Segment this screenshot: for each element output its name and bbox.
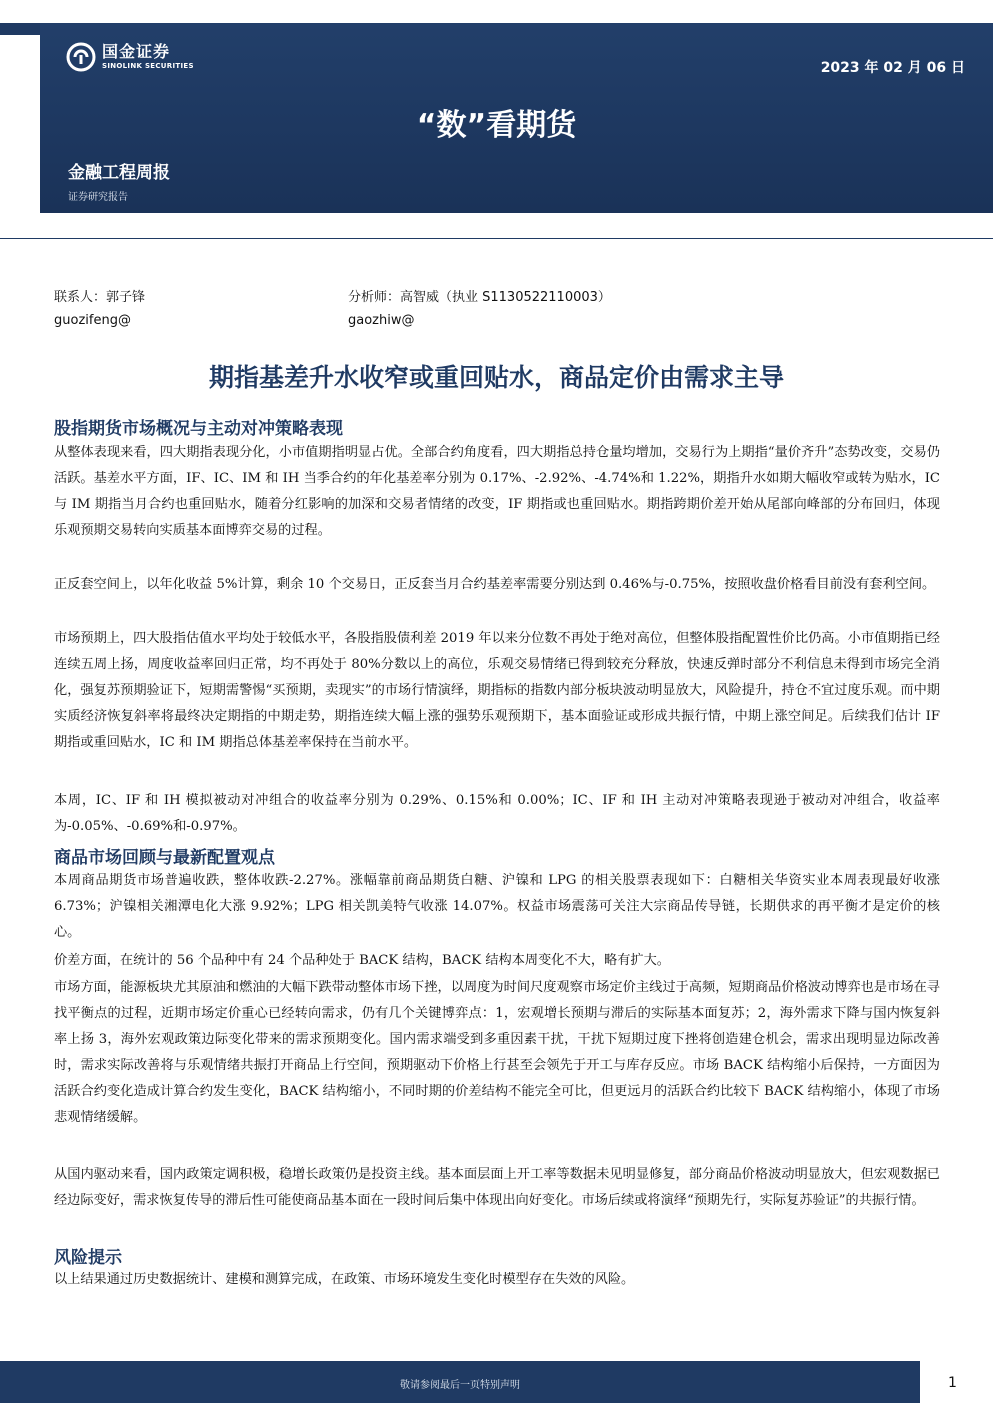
paragraph: 从国内驱动来看，国内政策定调积极，稳增长政策仍是投资主线。基本面层面上开工率等数据未见明显修复，部分商品价格波动明显放大，但宏观数据已经边际变好，需求恢复传导的滞后性可能使商品基本面在一段时间后集中体现出向好变化。市场后续或将演绎“预期先行，实际复苏验证”的共振行情。 bbox=[54, 1167, 940, 1208]
company-logo bbox=[66, 42, 194, 72]
analyst-email[interactable]: gaozhiw@ bbox=[348, 313, 415, 328]
report-series: 金融工程周报 bbox=[68, 163, 170, 183]
paragraph: 正反套空间上，以年化收益 5%计算，剩余 10 个交易日，正反套当月合约基差率需要分别达到 0.46%与-0.75%，按照收盘价格看目前没有套利空间。 bbox=[54, 577, 936, 592]
report-headline: 期指基差升水收窄或重回贴水，商品定价由需求主导 bbox=[208, 363, 784, 392]
header-notch bbox=[0, 23, 40, 35]
paragraph: 市场预期上，四大股指估值水平均处于较低水平，各股指股债利差 2019 年以来分位数不再处于绝对高位，但整体股指配置性价比仍高。小市值期指已经连续五周上扬，周度收益率回归正常，均不再处于 80%分数以上的高位，乐观交易情绪已得到较充分释放，快速反弹时部分不利信息未得到市场完全消化，强复苏预期验证下，短期需警惕“买预期，卖现实”的市场行情演绎，期指标的指数内部分板块波动明显放大，风险提升，持仓不宜过度乐观。而中期实质经济恢复斜率将最终决定期指的中期走势，期指连续大幅上涨的强势乐观预期下，基本面验证或形成共振行情，中期上涨空间足。后续我们估计 IF 期指或重回贴水，IC 和 IM 期指总体基差率保持在当前水平。 bbox=[54, 631, 940, 750]
logo-chinese-name: 国金证券 bbox=[102, 42, 171, 61]
section-title-commodities: 商品市场回顾与最新配置观点 bbox=[54, 848, 275, 868]
section-title-futures: 股指期货市场概况与主动对冲策略表现 bbox=[54, 419, 343, 439]
analyst-name: 分析师：高智威（执业 S1130522110003） bbox=[348, 290, 611, 305]
report-title: “数”看期货 bbox=[416, 108, 577, 143]
paragraph: 本周商品期货市场普遍收跌，整体收跌-2.27%。涨幅靠前商品期货白糖、沪镍和 LPG 的相关股票表现如下：白糖相关华资实业本周表现最好收涨 6.73%；沪镍相关湘潭电化大涨 9.92%；LPG 相关凯美特气收涨 14.07%。权益市场震荡可关注大宗商品传导链，长期供求的再平衡才是定价的核心。 bbox=[54, 873, 940, 940]
section-title-risk: 风险提示 bbox=[54, 1248, 122, 1268]
report-date: 2023 年 02 月 06 日 bbox=[820, 60, 965, 76]
paragraph: 以上结果通过历史数据统计、建模和测算完成，在政策、市场环境发生变化时模型存在失效的风险。 bbox=[54, 1272, 635, 1287]
sinolink-logo-icon bbox=[66, 42, 96, 72]
page-number: 1 bbox=[948, 1375, 957, 1391]
report-type: 证券研究报告 bbox=[68, 192, 128, 203]
header-divider bbox=[0, 238, 993, 239]
paragraph: 本周，IC、IF 和 IH 模拟被动对冲组合的收益率分别为 0.29%、0.15%和 0.00%；IC、IF 和 IH 主动对冲策略表现逊于被动对冲组合，收益率为-0.05%、-0.69%和-0.97%。 bbox=[54, 793, 940, 834]
contact-email[interactable]: guozifeng@ bbox=[54, 313, 131, 328]
paragraph: 价差方面，在统计的 56 个品种中有 24 个品种处于 BACK 结构，BACK 结构本周变化不大，略有扩大。 bbox=[54, 953, 670, 968]
paragraph: 从整体表现来看，四大期指表现分化，小市值期指明显占优。全部合约角度看，四大期指总持仓量均增加，交易行为上期指“量价齐升”态势改变，交易仍活跃。基差水平方面，IF、IC、IM 和 IH 当季合约的年化基差率分别为 0.17%、-2.92%、-4.74%和 1.22%，期指升水如期大幅收窄或转为贴水，IC 与 IM 期指当月合约也重回贴水，随着分红影响的加深和交易者情绪的改变，IF 期指或也重回贴水。期指跨期价差开始从尾部向峰部的分布回归，体现乐观预期交易转向实质基本面博弈交易的过程。 bbox=[54, 445, 940, 538]
contact-person: 联系人：郭子锋 bbox=[54, 290, 146, 305]
paragraph: 市场方面，能源板块尤其原油和燃油的大幅下跌带动整体市场下挫，以周度为时间尺度观察市场定价主线过于高频，短期商品价格波动博弈也是市场在寻找平衡点的过程，近期市场定价重心已经转向需求，仍有几个关键博弈点：1，宏观增长预期与滞后的实际基本面复苏；2，海外需求下降与国内恢复斜率上扬 3，海外宏观政策边际变化带来的需求预期变化。国内需求端受到多重因素干扰，干扰下短期过度下挫将创造建仓机会，需求出现明显边际改善时，需求实际改善将与乐观情绪共振打开商品上行空间，预期驱动下价格上行甚至会领先于开工与库存反应。市场 BACK 结构缩小后保持，一方面因为活跃合约变化造成计算合约发生变化，BACK 结构缩小，不同时期的价差结构不能完全可比，但更远月的活跃合约比较下 BACK 结构缩小，体现了市场悲观情绪缓解。 bbox=[54, 980, 940, 1125]
footer-disclaimer: 敬请参阅最后一页特别声明 bbox=[400, 1380, 520, 1391]
logo-english-name: SINOLINK SECURITIES bbox=[102, 62, 194, 70]
